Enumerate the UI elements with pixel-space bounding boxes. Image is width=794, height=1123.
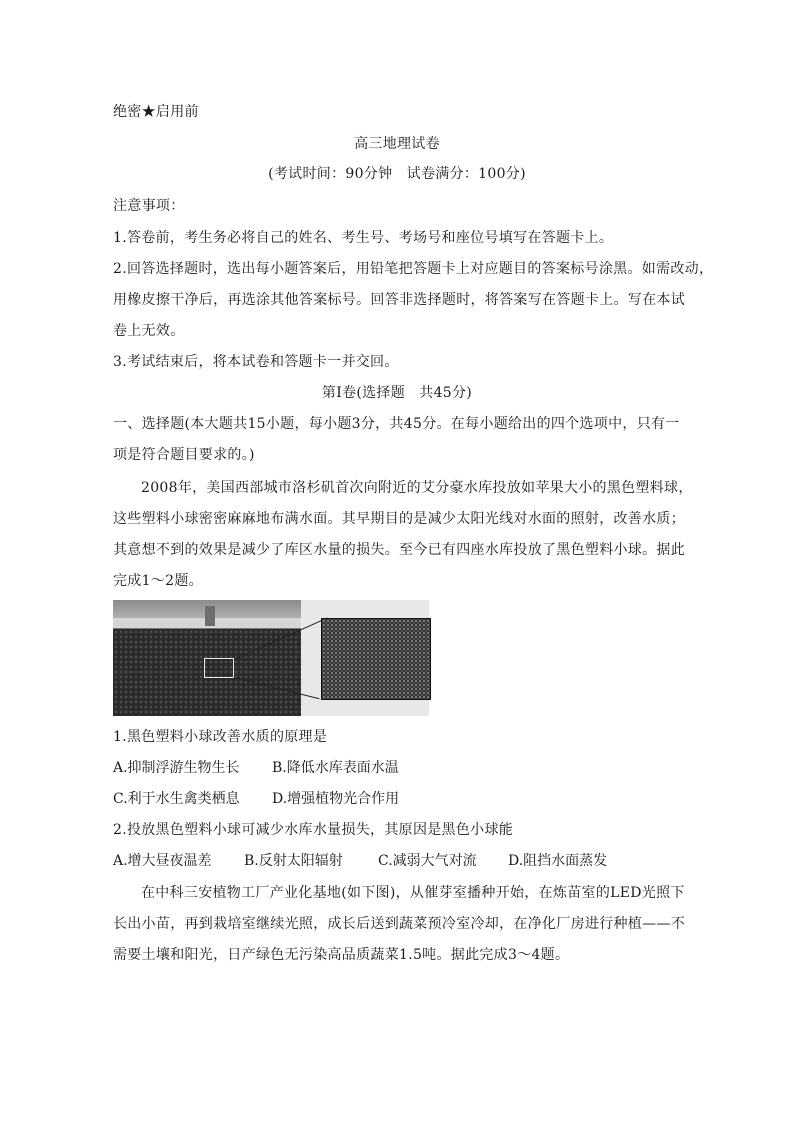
- reservoir-photo: [113, 600, 301, 716]
- section-instruction-line-1: 一、选择题(本大题共15小题，每小题3分，共45分。在每小题给出的四个选项中，只有一: [113, 416, 680, 432]
- passage1-line-3: 其意想不到的效果是减少了库区水量的损失。至今已有四座水库投放了黑色塑料小球。据此: [113, 542, 685, 558]
- exam-title: 高三地理试卷: [354, 136, 440, 152]
- photo-tower: [205, 606, 215, 626]
- note-item-2-line-3: 卷上无效。: [113, 323, 185, 339]
- note-item-3: 3.考试结束后，将本试卷和答题卡一并交回。: [113, 354, 399, 370]
- secret-label: 绝密★启用前: [113, 104, 199, 120]
- q2-stem: 2.投放黑色塑料小球可减少水库水量损失，其原因是黑色小球能: [113, 822, 514, 838]
- passage1-line-4: 完成1～2题。: [113, 573, 203, 589]
- note-item-2-line-2: 用橡皮擦干净后，再选涂其他答案标号。回答非选择题时，将答案写在答题卡上。写在本试: [113, 292, 685, 308]
- q1-option-b: B.降低水库表面水温: [272, 760, 399, 776]
- q2-option-b: B.反射太阳辐射: [244, 853, 343, 869]
- q1-option-c: C.利于水生禽类栖息: [113, 791, 240, 807]
- q1-option-d: D.增强植物光合作用: [272, 791, 400, 807]
- passage1-line-1: 2008年，美国西部城市洛杉矶首次向附近的艾分豪水库投放如苹果大小的黑色塑料球，: [141, 480, 693, 496]
- q1-stem: 1.黑色塑料小球改善水质的原理是: [113, 729, 328, 745]
- q1-option-a: A.抑制浮游生物生长: [113, 760, 240, 776]
- passage2-line-3: 需要土壤和阳光，日产绿色无污染高品质蔬菜1.5吨。据此完成3～4题。: [113, 947, 570, 963]
- exam-info: (考试时间：90分钟 试卷满分：100分): [268, 166, 526, 182]
- note-item-2-line-1: 2.回答选择题时，选出每小题答案后，用铅笔把答题卡上对应题目的答案标号涂黑。如需改动，: [113, 261, 714, 277]
- zoom-highlight-box: [204, 658, 234, 678]
- passage1-line-2: 这些塑料小球密密麻麻地布满水面。其早期目的是减少太阳光线对水面的照射，改善水质；: [113, 511, 685, 527]
- passage2-line-1: 在中科三安植物工厂产业化基地(如下图)，从催芽室播种开始，在炼苗室的LED光照下: [141, 885, 685, 901]
- q2-option-d: D.阻挡水面蒸发: [508, 853, 608, 869]
- note-item-1: 1.答卷前，考生务必将自己的姓名、考生号、考场号和座位号填写在答题卡上。: [113, 230, 614, 246]
- reservoir-photo-figure: [113, 600, 429, 716]
- section-instruction-line-2: 项是符合题目要求的。): [113, 447, 255, 463]
- notes-heading: 注意事项：: [113, 198, 185, 214]
- q2-option-a: A.增大昼夜温差: [113, 853, 212, 869]
- plastic-balls-closeup-photo: [321, 618, 431, 700]
- q2-option-c: C.减弱大气对流: [378, 853, 477, 869]
- passage2-line-2: 长出小苗，再到栽培室继续光照，成长后送到蔬菜预冷室冷却，在净化厂房进行种植——不: [113, 916, 685, 932]
- section-title: 第Ⅰ卷(选择题 共45分): [321, 385, 473, 401]
